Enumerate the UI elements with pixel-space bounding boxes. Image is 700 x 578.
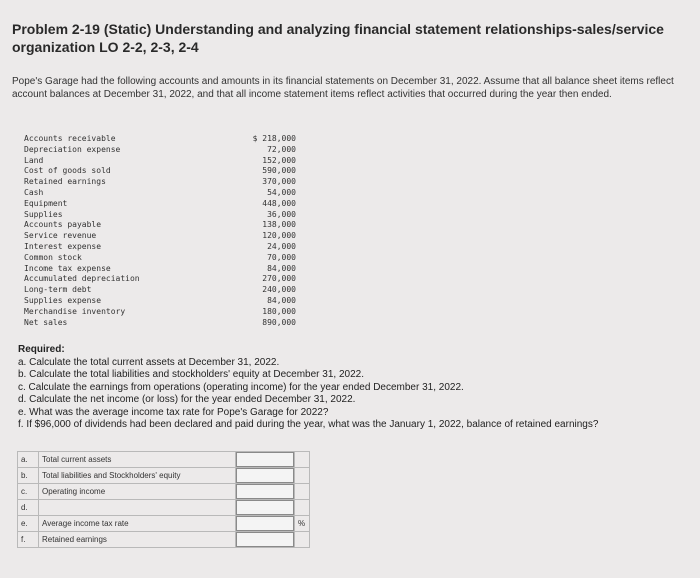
account-amount: 70,000 bbox=[267, 252, 296, 262]
account-row bbox=[24, 318, 296, 329]
required-item-a: a. Calculate the total current assets at December 31, 2022. bbox=[18, 356, 280, 368]
account-name: Supplies expense bbox=[24, 295, 102, 305]
required-section bbox=[18, 344, 688, 432]
account-row bbox=[24, 210, 296, 221]
answer-row-e bbox=[18, 516, 310, 532]
answer-label-dropdown[interactable] bbox=[39, 500, 236, 516]
account-amount: 24,000 bbox=[267, 241, 296, 251]
account-amount: 152,000 bbox=[262, 155, 296, 165]
account-name: Cost of goods sold bbox=[24, 166, 111, 176]
answer-letter: f. bbox=[18, 532, 39, 548]
answer-letter: b. bbox=[18, 468, 39, 484]
answer-label: Total current assets bbox=[39, 452, 236, 468]
account-name: Merchandise inventory bbox=[24, 306, 126, 316]
account-amount: 180,000 bbox=[262, 306, 296, 316]
answer-label: Average income tax rate bbox=[39, 516, 236, 532]
account-amount: 120,000 bbox=[262, 231, 296, 241]
account-amount: 240,000 bbox=[262, 285, 296, 295]
account-name: Service revenue bbox=[24, 231, 97, 241]
account-amount: 890,000 bbox=[262, 317, 296, 327]
answer-row-f bbox=[18, 532, 310, 548]
account-row bbox=[24, 199, 296, 210]
account-row bbox=[24, 166, 296, 177]
account-name: Depreciation expense bbox=[24, 144, 121, 154]
account-amount: 138,000 bbox=[262, 220, 296, 230]
required-heading: Required: bbox=[18, 344, 65, 355]
account-amount: $ 218,000 bbox=[252, 134, 296, 143]
account-amount: 590,000 bbox=[262, 166, 296, 176]
retained-earnings-input[interactable] bbox=[236, 532, 294, 547]
total-current-assets-input[interactable] bbox=[236, 452, 294, 467]
account-row bbox=[24, 296, 296, 307]
account-name: Supplies bbox=[24, 209, 63, 219]
account-name: Equipment bbox=[24, 198, 68, 208]
required-item-e: e. What was the average income tax rate for Pope's Garage for 2022? bbox=[18, 406, 329, 418]
account-row bbox=[24, 220, 296, 231]
account-row bbox=[24, 242, 296, 253]
answer-unit bbox=[295, 468, 310, 484]
account-amount: 448,000 bbox=[262, 198, 296, 208]
account-amount: 72,000 bbox=[267, 144, 296, 154]
account-row bbox=[24, 274, 296, 285]
account-amount: 84,000 bbox=[267, 263, 296, 273]
answer-label: Retained earnings bbox=[39, 532, 236, 548]
account-row bbox=[24, 145, 296, 156]
answer-row-a bbox=[18, 452, 310, 468]
problem-intro: Pope's Garage had the following accounts and amounts in its financial statements on December 31, 2022. Assume that all balance sheet items reflect account balances at December 31, 2022, and that all income statement items reflect activities that occurred during the year then ended. bbox=[12, 76, 674, 100]
answer-unit bbox=[295, 452, 310, 468]
answer-row-c bbox=[18, 484, 310, 500]
account-row bbox=[24, 188, 296, 199]
account-name: Net sales bbox=[24, 317, 68, 327]
operating-income-input[interactable] bbox=[236, 484, 294, 499]
account-amount: 270,000 bbox=[262, 274, 296, 284]
account-name: Land bbox=[24, 155, 44, 165]
answer-unit bbox=[295, 500, 310, 516]
total-liabilities-equity-input[interactable] bbox=[236, 468, 294, 483]
required-item-f: f. If $96,000 of dividends had been declared and paid during the year, what was the January 1, 2022, balance of retained earnings? bbox=[18, 419, 599, 430]
account-name: Retained earnings bbox=[24, 177, 106, 187]
percent-unit: % bbox=[295, 516, 310, 532]
account-name: Accounts receivable bbox=[24, 134, 116, 143]
account-row bbox=[24, 253, 296, 264]
account-name: Accumulated depreciation bbox=[24, 274, 140, 284]
account-row bbox=[24, 264, 296, 275]
answer-unit bbox=[295, 532, 310, 548]
required-item-c: c. Calculate the earnings from operations (operating income) for the year ended December 31, 2022. bbox=[18, 381, 464, 393]
account-name: Cash bbox=[24, 187, 44, 197]
account-amount: 54,000 bbox=[267, 187, 296, 197]
required-item-d: d. Calculate the net income (or loss) for the year ended December 31, 2022. bbox=[18, 394, 356, 405]
answer-letter: d. bbox=[18, 500, 39, 516]
account-row bbox=[24, 134, 296, 145]
account-name: Interest expense bbox=[24, 241, 102, 251]
net-income-input[interactable] bbox=[236, 500, 294, 515]
accounts-list bbox=[24, 134, 296, 328]
answer-label: Operating income bbox=[39, 484, 236, 500]
answer-letter: e. bbox=[18, 516, 39, 532]
account-amount: 370,000 bbox=[262, 177, 296, 187]
answer-unit bbox=[295, 484, 310, 500]
account-name: Long-term debt bbox=[24, 285, 92, 295]
account-row bbox=[24, 177, 296, 188]
account-row bbox=[24, 285, 296, 296]
answer-row-b bbox=[18, 468, 310, 484]
answer-label: Total liabilities and Stockholders' equity bbox=[39, 468, 236, 484]
answer-row-d bbox=[18, 500, 310, 516]
average-tax-rate-input[interactable] bbox=[236, 516, 294, 531]
account-row bbox=[24, 307, 296, 318]
account-amount: 84,000 bbox=[267, 295, 296, 305]
account-name: Accounts payable bbox=[24, 220, 102, 230]
account-amount: 36,000 bbox=[267, 209, 296, 219]
account-row bbox=[24, 156, 296, 167]
problem-title: Problem 2-19 (Static) Understanding and analyzing financial statement relationships-sales/service organization LO 2-2, 2-3, 2-4 bbox=[12, 21, 664, 55]
account-row bbox=[24, 231, 296, 242]
required-item-b: b. Calculate the total liabilities and stockholders' equity at December 31, 2022. bbox=[18, 369, 364, 380]
answer-letter: a. bbox=[18, 452, 39, 468]
account-name: Common stock bbox=[24, 252, 82, 262]
answer-letter: c. bbox=[18, 484, 39, 500]
account-name: Income tax expense bbox=[24, 263, 111, 273]
answer-table bbox=[17, 451, 310, 548]
